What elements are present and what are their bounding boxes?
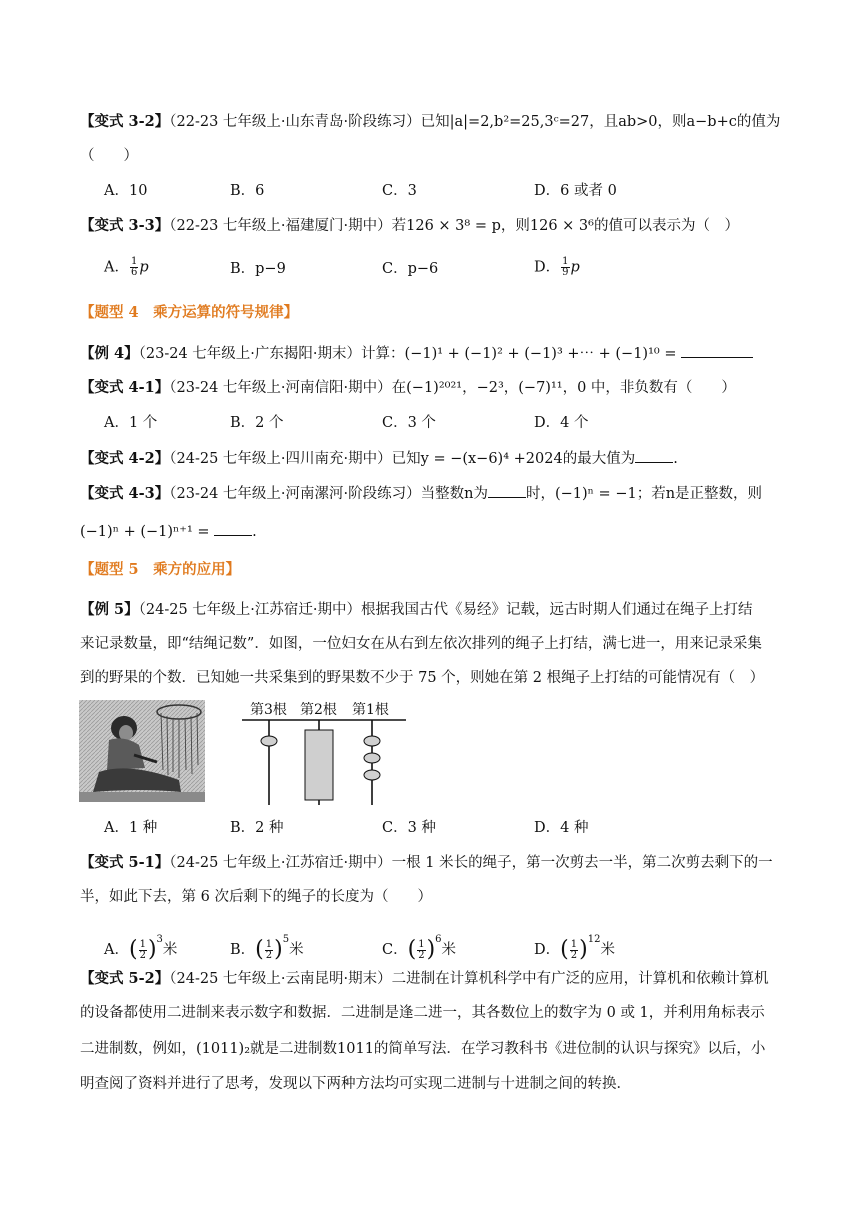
- v32-option-a: A．10: [104, 183, 148, 199]
- v51-option-a: A．( $\frac{1}{2}$ )$^3$米: [104, 934, 178, 962]
- v32-option-c: C．3: [382, 183, 417, 199]
- v33-option-c: C．p−6: [382, 261, 439, 277]
- v42-tag: 【变式 4-2】: [80, 450, 170, 467]
- v43-question: 【变式 4-3】（23-24 七年级上·河南漯河·阶段练习）当整数n为 时，(−1)ⁿ = −1；若n是正整数，则: [80, 485, 763, 502]
- ex5-line2: 来记录数量，即“结绳记数”．如图，一位妇女在从右到左依次排列的绳子上打结，满七进一，用来记录采集: [80, 636, 762, 652]
- v33-source: （22-23 七年级上·福建厦门·期中）: [169, 218, 392, 234]
- v32-question: [80, 112, 780, 132]
- v32-tag: 【变式 3-2】: [80, 113, 170, 130]
- v52-line2: 的设备都使用二进制来表示数字和数据．二进制是逢二进一，其各数位上的数字为 0 或 1，并利用角标表示: [80, 1005, 765, 1021]
- v33-option-a: A． $\frac{1}{6}$ p: [104, 256, 149, 278]
- v41-question: [80, 378, 736, 398]
- v52-tag: 【变式 5-2】: [80, 970, 170, 987]
- v43-source: （23-24 七年级上·河南漯河·阶段练习）: [169, 486, 421, 502]
- ex5-question: 【例 5】（24-25 七年级上·江苏宿迁·期中）根据我国古代《易经》记载，远古时期人们通过在绳子上打结: [80, 601, 753, 618]
- v51-option-d: D．( $\frac{1}{2}$ )$^{12}$米: [534, 934, 615, 962]
- rope-label-2: 第2根: [300, 702, 337, 718]
- v42-text: 已知y = −(x−6)⁴ +2024的最大值为: [391, 451, 636, 467]
- ex4-source: （23-24 七年级上·广东揭阳·期末）: [138, 346, 362, 362]
- knot: [364, 736, 380, 746]
- knot: [364, 770, 380, 780]
- v41-text: 在(−1)²⁰²¹，−2³，(−7)¹¹，0 中，非负数有（ ）: [391, 380, 736, 396]
- knot-tying-woman-image: [79, 700, 205, 802]
- answer-blank: [214, 521, 252, 536]
- section-heading-type5: 【题型 5 乘方的应用】: [80, 561, 241, 578]
- v51-tag: 【变式 5-1】: [80, 854, 170, 871]
- knot: [261, 736, 277, 746]
- v41-option-a: A．1 个: [104, 415, 158, 431]
- rope-label-3: 第3根: [250, 702, 287, 718]
- fraction: $\frac{1}{9}$: [562, 256, 569, 278]
- v32-source: （22-23 七年级上·山东青岛·阶段练习）: [169, 114, 421, 130]
- ex5-line3: 到的野果的个数．已知她一共采集到的野果数不少于 75 个，则她在第 2 根绳子上打结的可能情况有（ ）: [80, 670, 765, 686]
- knot-block: [305, 730, 333, 800]
- v33-option-b: B．p−9: [230, 261, 286, 277]
- v32-option-d: D．6 或者 0: [534, 183, 617, 199]
- v33-tag: 【变式 3-3】: [80, 217, 170, 234]
- v33-option-d: D． $\frac{1}{9}$ p: [534, 256, 580, 278]
- ex5-option-c: C．3 种: [382, 820, 436, 836]
- v52-question: 【变式 5-2】（24-25 七年级上·云南昆明·期末）二进制在计算机科学中有广泛的应用，计算机和依赖计算机: [80, 970, 769, 987]
- ex5-option-d: D．4 种: [534, 820, 589, 836]
- v43-line2: (−1)ⁿ + (−1)ⁿ⁺¹ = .: [80, 521, 257, 542]
- rope-label-1: 第1根: [352, 702, 389, 718]
- fraction: $\frac{1}{6}$: [130, 256, 138, 278]
- v42-question: 【变式 4-2】（24-25 七年级上·四川南充·期中）已知y = −(x−6)⁴ +2024的最大值为 .: [80, 450, 678, 467]
- v33-question: [80, 216, 739, 236]
- v32-text: 已知|a|=2,b²=25,3ᶜ=27，且ab>0，则a−b+c的值为: [420, 114, 781, 130]
- v52-line3: 二进制数，例如，(1011)₂就是二进制数1011的简单写法．在学习教科书《进位制的认识与探究》以后，小: [80, 1041, 766, 1057]
- v51-source: （24-25 七年级上·江苏宿迁·期中）: [169, 855, 392, 871]
- v51-option-c: C．( $\frac{1}{2}$ )$^6$米: [382, 934, 457, 962]
- v41-option-d: D．4 个: [534, 415, 589, 431]
- v42-source: （24-25 七年级上·四川南充·期中）: [169, 451, 392, 467]
- v51-question: 【变式 5-1】（24-25 七年级上·江苏宿迁·期中）一根 1 米长的绳子，第一次剪去一半，第二次剪去剩下的一: [80, 854, 773, 871]
- ex5-option-a: A．1 种: [104, 820, 158, 836]
- v32-option-b: B．6: [230, 183, 265, 199]
- v41-option-b: B．2 个: [230, 415, 284, 431]
- ex5-source: （24-25 七年级上·江苏宿迁·期中）: [138, 602, 362, 618]
- answer-blank: [488, 483, 526, 498]
- v52-line4: 明查阅了资料并进行了思考，发现以下两种方法均可实现二进制与十进制之间的转换．: [80, 1076, 631, 1092]
- answer-blank: [635, 448, 673, 463]
- ex4-tag: 【例 4】: [80, 345, 139, 362]
- section-heading-type4: 【题型 4 乘方运算的符号规律】: [80, 304, 299, 321]
- knot-rope-diagram: [236, 700, 408, 808]
- v32-paren: （ ）: [80, 148, 138, 164]
- v41-option-c: C．3 个: [382, 415, 436, 431]
- v41-tag: 【变式 4-1】: [80, 379, 170, 396]
- answer-blank: [681, 343, 753, 358]
- ex4-question: [80, 343, 753, 364]
- v41-source: （23-24 七年级上·河南信阳·期中）: [169, 380, 392, 396]
- knot: [364, 753, 380, 763]
- v33-text: 若126 × 3⁸ = p，则126 × 3⁶的值可以表示为（ ）: [391, 218, 739, 234]
- ex4-text: 计算：(−1)¹ + (−1)² + (−1)³ +⋯ + (−1)¹⁰ =: [361, 346, 682, 362]
- v51-option-b: B．( $\frac{1}{2}$ )$^5$米: [230, 934, 304, 962]
- v52-source: （24-25 七年级上·云南昆明·期末）: [169, 971, 392, 987]
- v51-line2: 半，如此下去，第 6 次后剩下的绳子的长度为（ ）: [80, 889, 432, 905]
- v43-tag: 【变式 4-3】: [80, 485, 170, 502]
- ex5-option-b: B．2 种: [230, 820, 284, 836]
- ex5-tag: 【例 5】: [80, 601, 139, 618]
